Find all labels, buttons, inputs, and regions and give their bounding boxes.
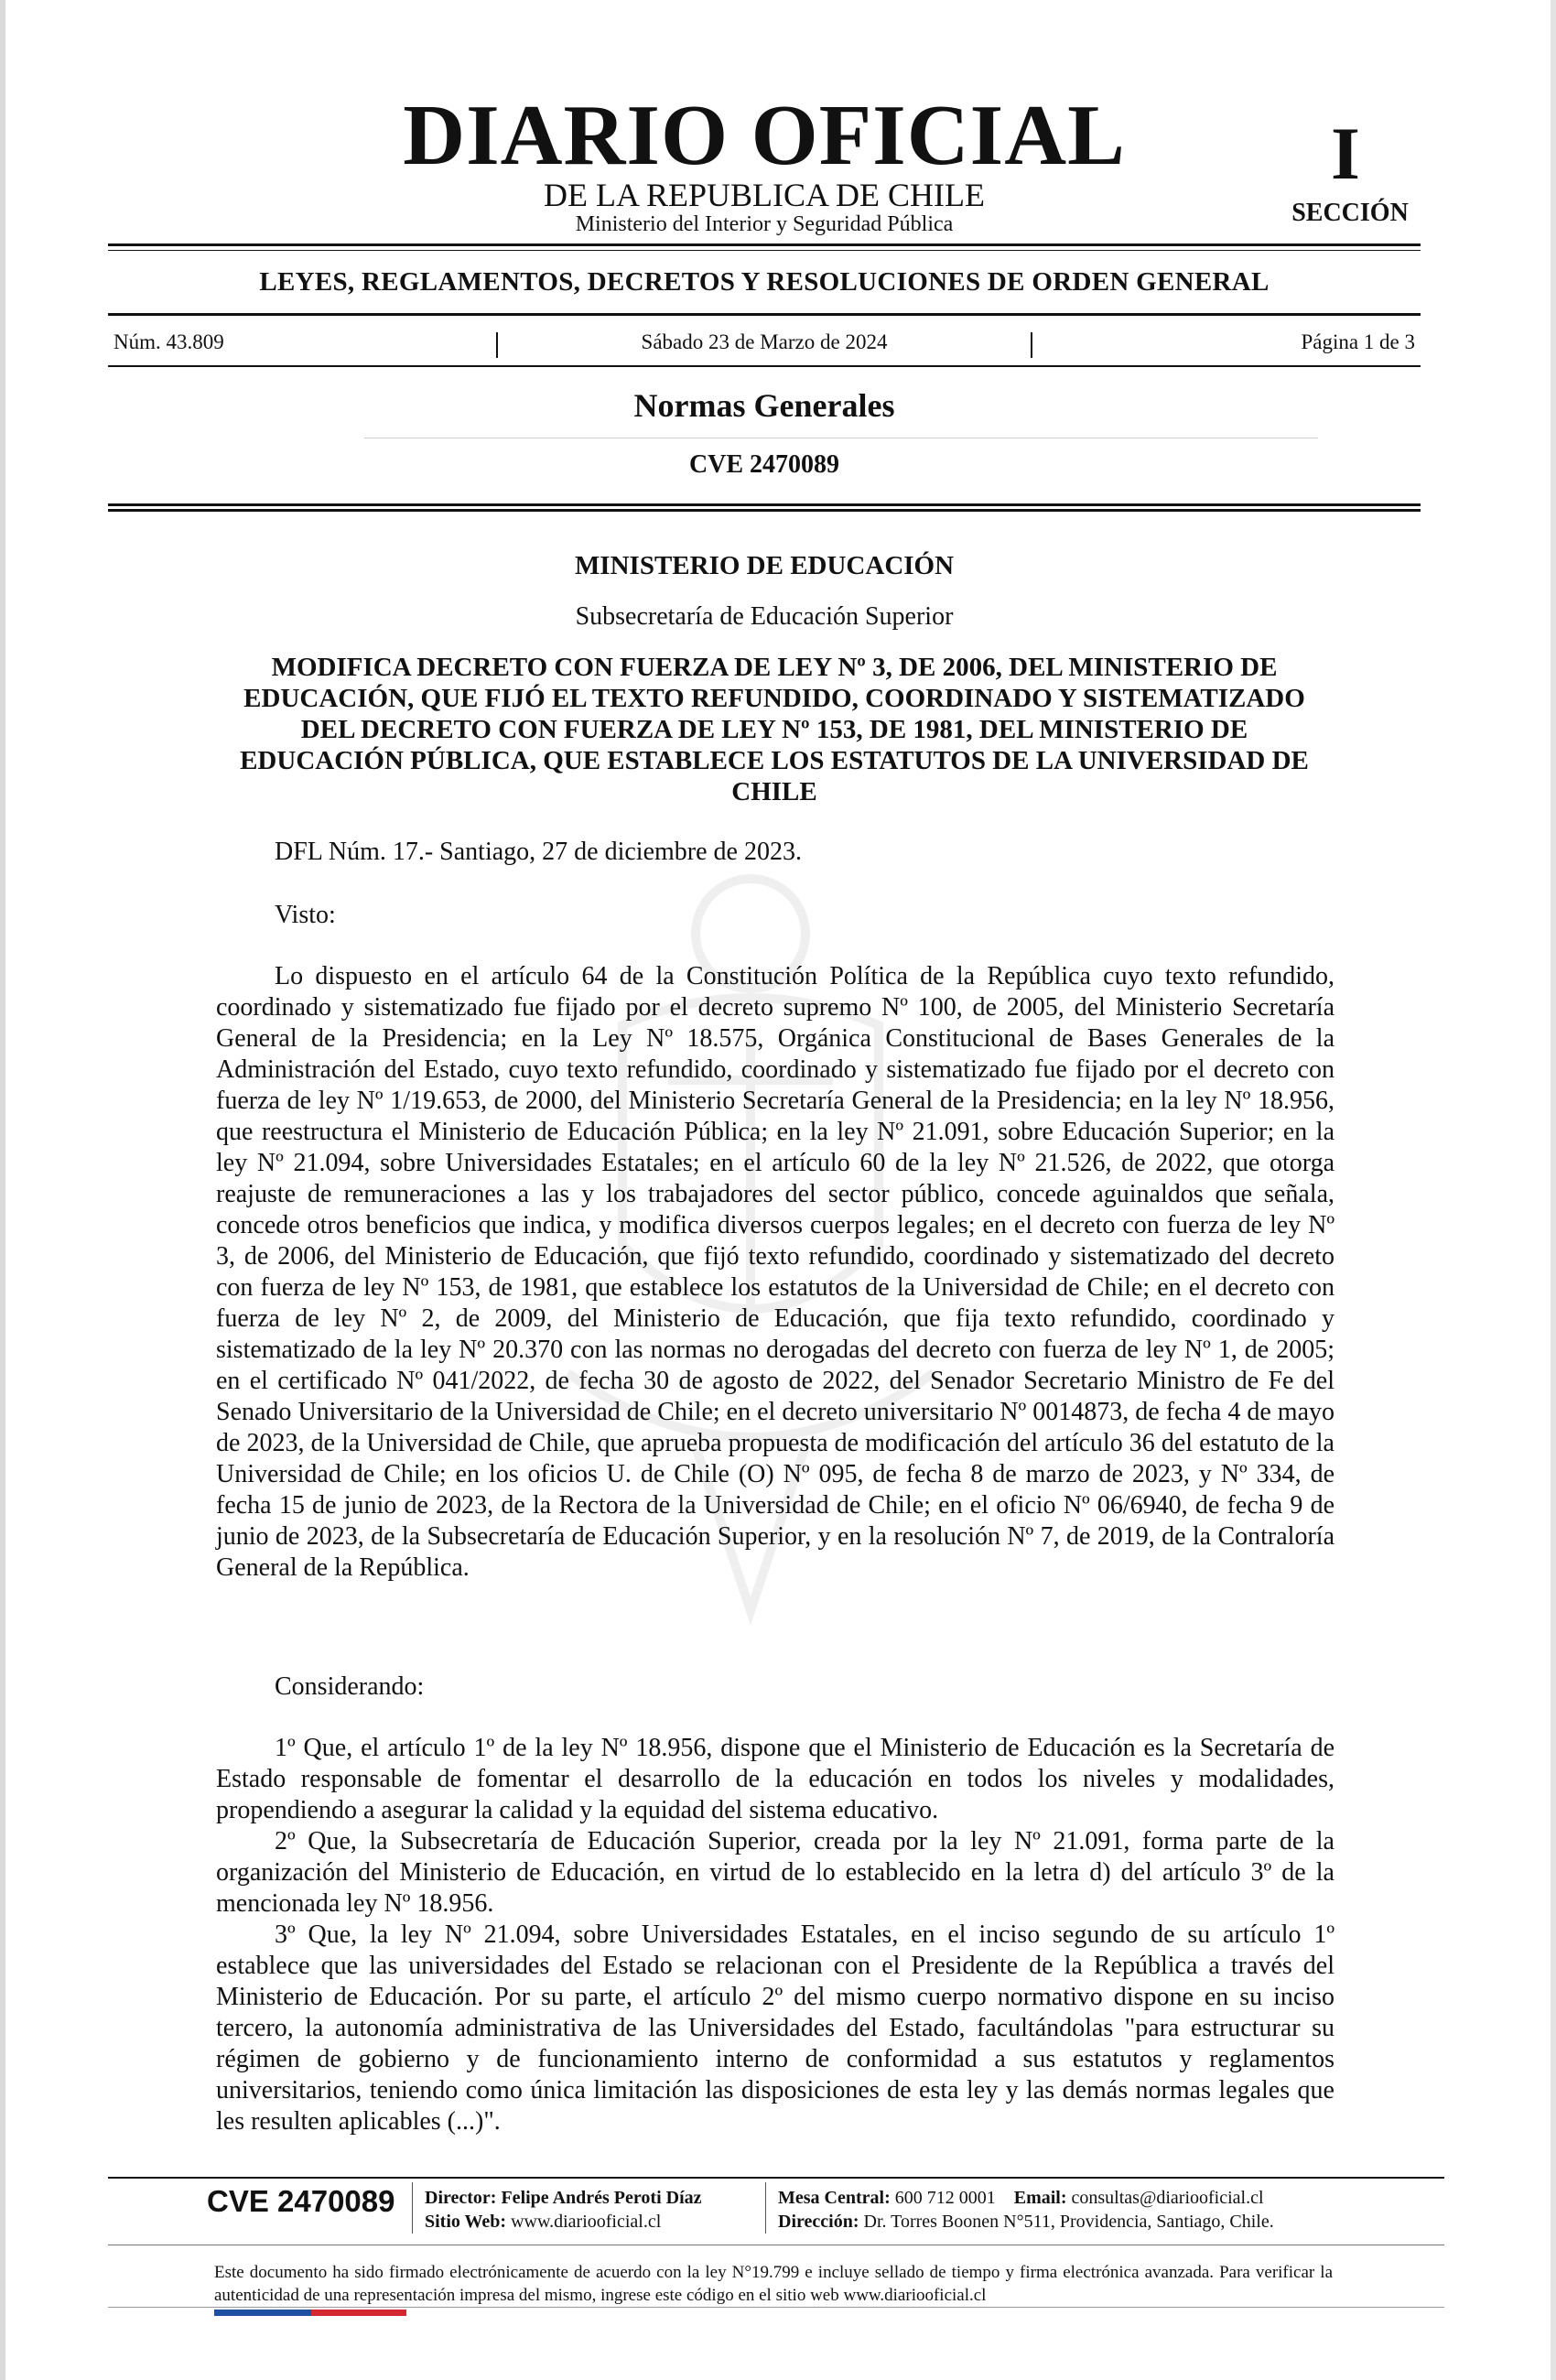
masthead-title: DIARIO OFICIAL [403,88,1126,183]
dfl-line: DFL Núm. 17.- Santiago, 27 de diciembre de 2023. [275,838,802,866]
considerando-2: 2º Que, la Subsecretaría de Educación Superior, creada por la ley Nº 21.091, forma parte de la organización del Ministerio de Educación, en virtud de lo establecido en la letra d) del artículo 3º de la mencionada ley Nº 18.956. [216,1827,1334,1918]
document-headline: MODIFICA DECRETO CON FUERZA DE LEY Nº 3, DE 2006, DEL MINISTERIO DE EDUCACIÓN, QUE FIJÓ EL TEXTO REFUNDIDO, COORDINADO Y SISTEMATIZADO DEL DECRETO CON FUERZA DE LEY Nº 153, DE 1981, DEL MINISTERIO DE EDUCACIÓN PÚBLICA, QUE ESTABLECE LOS ESTATUTOS DE LA UNIVERSIDAD DE CHILE [240,653,1309,806]
email-value: consultas@diariooficial.cl [1071,2188,1264,2208]
considerando-label: Considerando: [275,1672,425,1701]
considerandos [216,1733,1334,2137]
banner-title: LEYES, REGLAMENTOS, DECRETOS Y RESOLUCIONES DE ORDEN GENERAL [259,267,1270,297]
masthead-ministry: Ministerio del Interior y Seguridad Pública [575,212,954,236]
cve-code: CVE 2470089 [688,450,840,479]
flag-stripe-red [311,2310,406,2316]
considerando-3: 3º Que, la ley Nº 21.094, sobre Universidades Estatales, en el inciso segundo de su artículo 1º establece que las universidades del Estado se relacionan con el Presidente de la República a través del Ministerio de Educación. Por su parte, el artículo 2º del mismo cuerpo normativo dispone en su inciso tercero, la autonomía administrativa de las Universidades del Estado, facultándolas "para estructurar su régimen de gobierno y de funcionamiento interno de conformidad a sus estatutos y reglamentos universitarios, teniendo como única limitación las disposiciones de esta ley y las demás normas legales que les resulten aplicables (...)". [216,1920,1334,2136]
footer-cve-code: CVE 2470089 [207,2184,395,2218]
footer-rule-bottom [108,2307,1444,2308]
header-rule-thick-2 [108,509,1421,512]
footer-divider [765,2182,766,2234]
page-edge-left [0,0,5,2380]
masthead-subtitle: DE LA REPUBLICA DE CHILE [544,177,985,213]
footer-contact-block [778,2186,1274,2234]
web-label: Sitio Web: [425,2212,507,2232]
document-ministry: MINISTERIO DE EDUCACIÓN [574,551,955,580]
issue-info-bar [113,330,1415,360]
page-indicator: Página 1 de 3 [1301,330,1415,353]
email-label: Email: [1013,2188,1067,2208]
page-edge-right [1551,0,1556,2380]
address-label: Dirección: [778,2212,859,2232]
section-label: SECCIÓN [1291,199,1409,227]
footer-rule-top [108,2177,1444,2179]
document-subsecretaria: Subsecretaría de Educación Superior [575,602,954,631]
visto-label: Visto: [275,901,336,929]
section-title: Normas Generales [633,387,895,424]
flag-stripe-blue [214,2310,311,2316]
address-value: Dr. Torres Boonen N°511, Providencia, Santiago, Chile. [863,2212,1274,2232]
phone-value: 600 712 0001 [894,2188,996,2208]
masthead-rule-top-thin [108,250,1421,251]
issue-number: Núm. 43.809 [113,330,224,353]
phone-label: Mesa Central: [778,2188,891,2208]
info-divider [1031,332,1032,358]
considerando-1: 1º Que, el artículo 1º de la ley Nº 18.956, dispone que el Ministerio de Educación es la Secretaría de Estado responsable de fomentar el desarrollo de la educación en todos los niveles y modalidades, propendiendo a asegurar la calidad y la equidad del sistema educativo. [216,1734,1334,1824]
footer-director-block [425,2186,702,2234]
issue-date: Sábado 23 de Marzo de 2024 [641,330,888,353]
banner-rule [108,313,1421,316]
footer-divider [412,2182,413,2234]
director-label: Director: [425,2188,497,2208]
info-bar-rule [108,365,1421,367]
web-value: www.diariooficial.cl [511,2212,662,2232]
masthead-rule-top [108,243,1421,246]
footer-legal-note: Este documento ha sido firmado electrónicamente de acuerdo con la ley N°19.799 e incluye sellado de tiempo y firma electrónica avanzada. Para verificar la autenticidad de una representación impresa del mismo, ingrese este código en el sitio web www.diariooficial.cl [214,2263,1333,2305]
header-rule-thick [108,503,1421,506]
section-number: I [1331,112,1360,195]
visto-text: Lo dispuesto en el artículo 64 de la Constitución Política de la República cuyo texto refundido, coordinado y sistematizado fue fijado por el decreto supremo Nº 100, de 2005, del Ministerio Secretaría General de la Presidencia; en la Ley Nº 18.575, Orgánica Constitucional de Bases Generales de la Administración del Estado, cuyo texto refundido, coordinado y sistematizado fue fijado por el decreto con fuerza de ley Nº 1/19.653, de 2000, del Ministerio Secretaría General de la Presidencia; en la ley Nº 18.956, que reestructura el Ministerio de Educación Pública; en la ley Nº 21.091, sobre Educación Superior; en la ley Nº 21.094, sobre Universidades Estatales; en el artículo 60 de la ley Nº 21.526, de 2022, que otorga reajuste de remuneraciones a las y los trabajadores del sector público, concede aguinaldos que señala, concede otros beneficios que indica, y modifica diversos cuerpos legales; en el decreto con fuerza de ley Nº 3, de 2006, del Ministerio de Educación, que fijó texto refundido, coordinado y sistematizado del decreto con fuerza de ley Nº 153, de 1981, que establece los estatutos de la Universidad de Chile; en el decreto con fuerza de ley Nº 2, de 2009, del Ministerio de Educación, que fija texto refundido, coordinado y sistematizado de la ley Nº 20.370 con las normas no derogadas del decreto con fuerza de ley Nº 1, de 2005; en el certificado Nº 041/2022, de fecha 30 de agosto de 2022, del Senador Secretario Ministro de Fe del Senado Universitario de la Universidad de Chile; en el decreto universitario Nº 0014873, de fecha 4 de mayo de 2023, de la Universidad de Chile, que aprueba propuesta de modificación del artículo 36 del estatuto de la Universidad de Chile; en los oficios U. de Chile (O) Nº 095, de fecha 8 de marzo de 2023, y Nº 334, de fecha 15 de junio de 2023, de la Rectora de la Universidad de Chile; en el oficio Nº 06/6940, de fecha 9 de junio de 2023, de la Subsecretaría de Educación Superior, y en la resolución Nº 7, de 2019, de la Contraloría General de la República. [216,962,1334,1582]
director-value: Felipe Andrés Peroti Díaz [501,2188,702,2208]
visto-paragraph [216,961,1334,1584]
